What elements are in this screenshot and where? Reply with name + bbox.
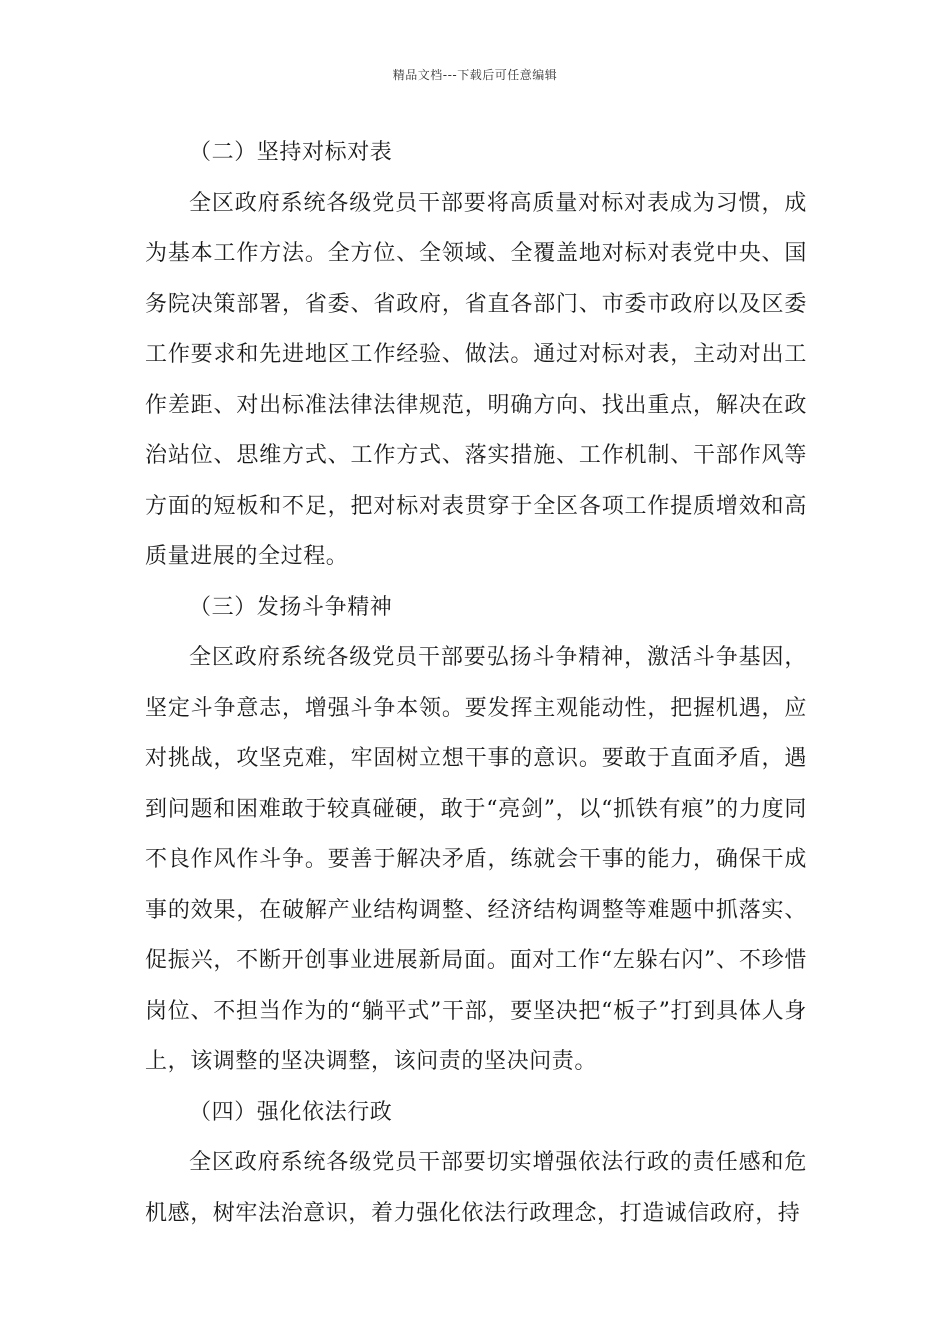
page-header: 精品文档---下载后可任意编辑: [392, 68, 558, 82]
section-heading-3: （三）发扬斗争精神: [189, 594, 393, 620]
section-paragraph-2: 全区政府系统各级党员干部要将高质量对标对表成为习惯，成为基本工作方法。全方位、全领域、全覆盖地对标对表党中央、国务院决策部署，省委、省政府，省直各部门、市委市政府以及区委工作要求和先进地区工作经验、做法。通过对标对表，主动对出工作差距、对出标准法律法律规范，明确方向、找出重点，解决在政治站位、思维方式、工作方式、落实措施、工作机制、干部作风等方面的短板和不足，把对标对表贯穿于全区各项工作提质增效和高质量进展的全过程。: [145, 190, 807, 569]
section-heading-4: （四）强化依法行政: [189, 1099, 393, 1125]
section-paragraph-3: 全区政府系统各级党员干部要弘扬斗争精神，激活斗争基因，坚定斗争意志，增强斗争本领。要发挥主观能动性，把握机遇，应对挑战，攻坚克难，牢固树立想干事的意识。要敢于直面矛盾，遇到问题和困难敢于较真碰硬，敢于“亮剑”，以“抓铁有痕”的力度同不良作风作斗争。要善于解决矛盾，练就会干事的能力，确保干成事的效果，在破解产业结构调整、经济结构调整等难题中抓落实、促振兴，不断开创事业进展新局面。面对工作“左躲右闪”、不珍惜岗位、不担当作为的“躺平式”干部，要坚决把“板子”打到具体人身上，该调整的坚决调整，该问责的坚决问责。: [145, 645, 807, 1074]
section-paragraph-4: 全区政府系统各级党员干部要切实增强依法行政的责任感和危机感，树牢法治意识，着力强化依法行政理念，打造诚信政府，持: [145, 1150, 807, 1226]
document-body: [145, 128, 807, 1239]
section-heading-2: （二）坚持对标对表: [189, 140, 393, 165]
